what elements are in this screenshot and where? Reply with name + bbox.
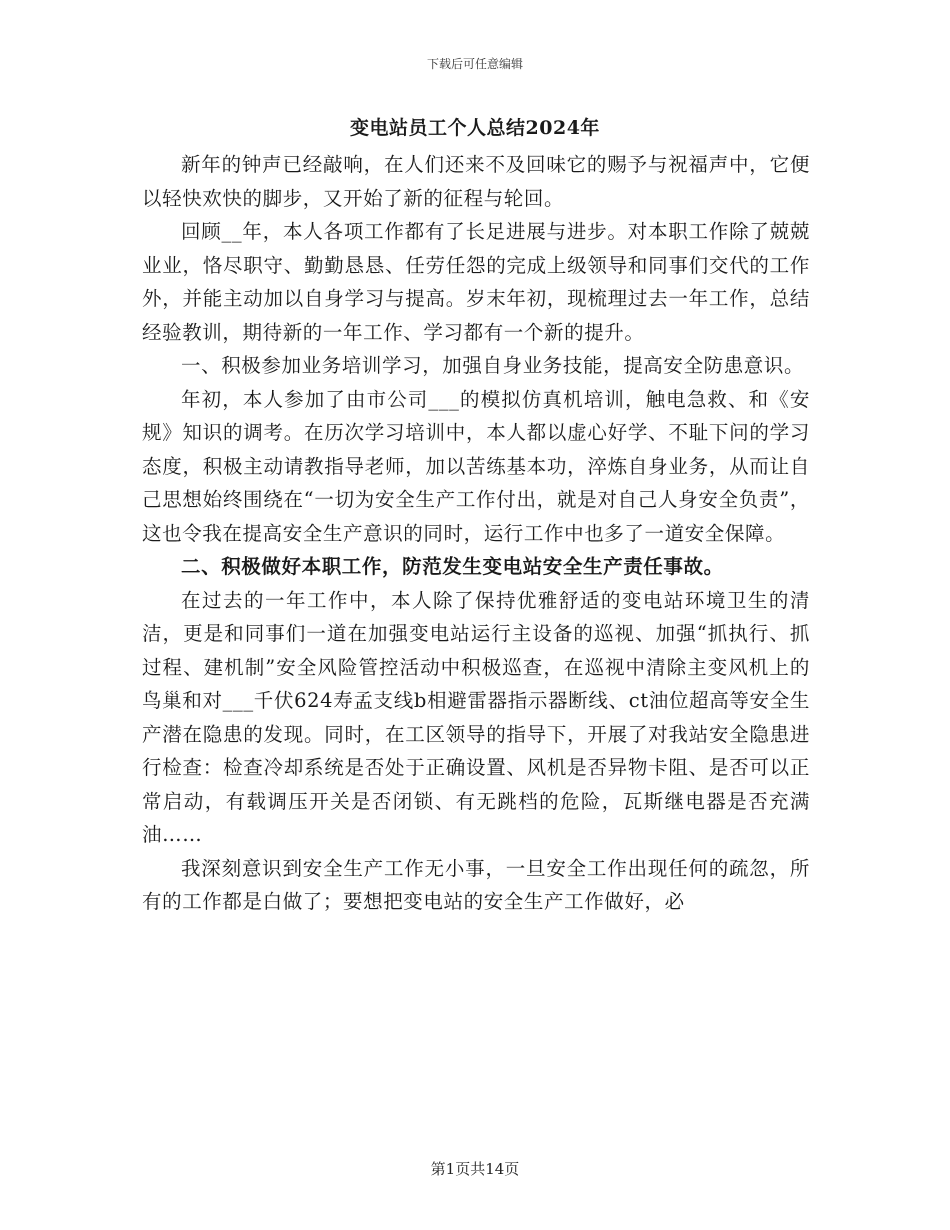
paragraph-review: 回顾__年，本人各项工作都有了长足进展与进步。对本职工作除了兢兢业业，恪尽职守、勤勤恳恳、任劳任怨的完成上级领导和同事们交代的工作外，并能主动加以自身学习与提高。岁末年初，现梳理过去一年工作，总结经验教训，期待新的一年工作、学习都有一个新的提升。 [142, 220, 810, 344]
paragraph-safety: 我深刻意识到安全生产工作无小事，一旦安全工作出现任何的疏忽，所有的工作都是白做了；要想把变电站的安全生产工作做好，必 [142, 856, 810, 913]
paragraph-section-one-heading: 一、积极参加业务培训学习，加强自身业务技能，提高安全防患意识。 [181, 354, 805, 377]
document-body [142, 148, 810, 919]
paragraph-intro: 新年的钟声已经敲响，在人们还来不及回味它的赐予与祝福声中，它便以轻快欢快的脚步，又开始了新的征程与轮回。 [142, 153, 810, 210]
document-title: 变电站员工个人总结2024年 [350, 117, 600, 139]
page-number-indicator: 第1页共14页 [430, 1160, 520, 1178]
paragraph-training: 年初，本人参加了由市公司___的模拟仿真机培训，触电急救、和《安规》知识的调考。在历次学习培训中，本人都以虚心好学、不耻下问的学习态度，积极主动请教指导老师，加以苦练基本功，淬炼自身业务，从而让自己思想始终围绕在“一切为安全生产工作付出，就是对自己人身安全负责”，这也令我在提高安全生产意识的同时，运行工作中也多了一道安全保障。 [142, 387, 810, 545]
paragraph-section-two-heading: 二、积极做好本职工作，防范发生变电站安全生产责任事故。 [181, 555, 724, 578]
paragraph-inspection: 在过去的一年工作中，本人除了保持优雅舒适的变电站环境卫生的清洁，更是和同事们一道在加强变电站运行主设备的巡视、加强“抓执行、抓过程、建机制”安全风险管控活动中积极巡查，在巡视中清除主变风机上的鸟巢和对___千伏624寿孟支线b相避雷器指示器断线、ct油位超高等安全生产潜在隐患的发现。同时，在工区领导的指导下，开展了对我站安全隐患进行检查：检查冷却系统是否处于正确设置、风机是否异物卡阻、是否可以正常启动，有载调压开关是否闭锁、有无跳档的危险，瓦斯继电器是否充满油…… [142, 588, 810, 846]
page-header-note: 下载后可任意编辑 [426, 57, 523, 71]
